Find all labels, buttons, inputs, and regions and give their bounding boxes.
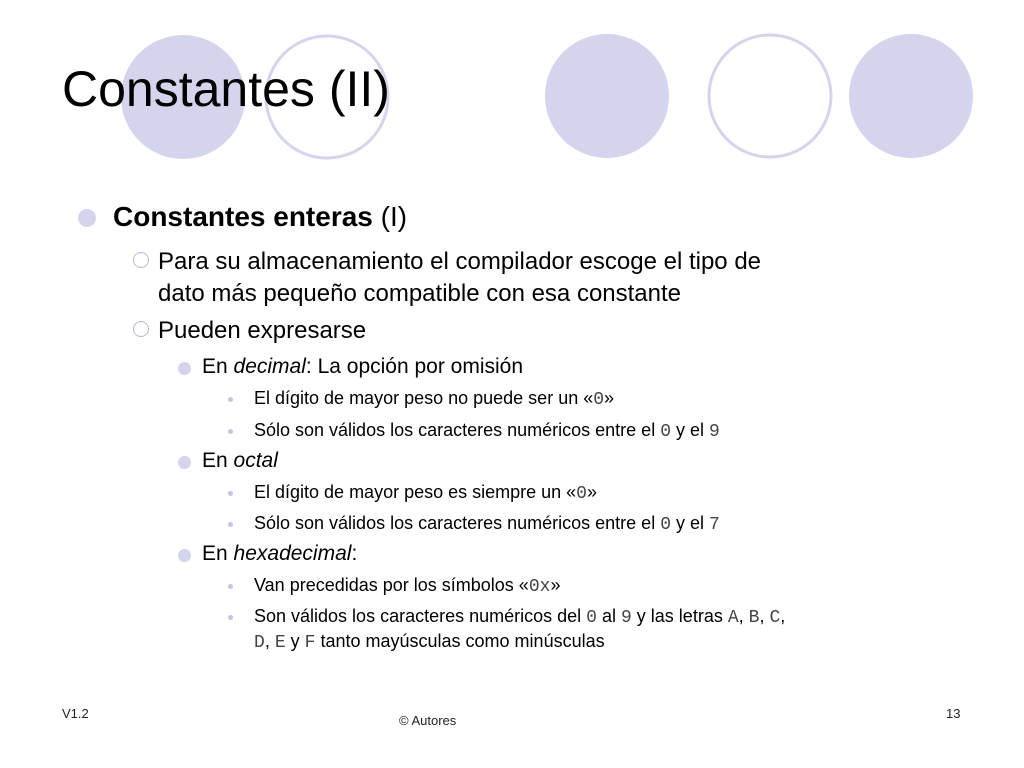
footer-copyright: © Autores — [399, 713, 457, 728]
bullet-dot-icon — [228, 491, 233, 496]
hexadecimal-rule-2-line-1: Son válidos los caracteres numéricos del 0 al 9 y las letras A, B, C, — [254, 606, 786, 628]
hexadecimal-rule-1: Van precedidas por los símbolos «0x» — [254, 575, 561, 597]
hexadecimal-item: En hexadecimal: — [202, 542, 358, 565]
bullet-dot-icon — [228, 397, 233, 402]
octal-item: En octal — [202, 449, 278, 472]
decor-circle-outline-2 — [709, 35, 831, 157]
decor-circle-filled-2 — [545, 34, 669, 158]
bullet-dot-icon — [228, 522, 233, 527]
footer-version: V1.2 — [62, 706, 89, 721]
octal-rule-2: Sólo son válidos los caracteres numéricos entre el 0 y el 7 — [254, 513, 720, 535]
storage-text-line-1: Para su almacenamiento el compilador escoge el tipo de — [158, 248, 762, 275]
bullet-dot-icon — [228, 429, 233, 434]
bullet-hollow-icon — [133, 252, 149, 268]
bullet-dot-icon — [228, 584, 233, 589]
decor-circle-filled-3 — [849, 34, 973, 158]
slide-title: Constantes (II) — [62, 61, 390, 117]
footer-page-number: 13 — [946, 706, 961, 721]
decimal-rule-2: Sólo son válidos los caracteres numéricos entre el 0 y el 9 — [254, 420, 720, 442]
bullet-filled-icon — [178, 549, 191, 562]
bullet-filled-icon — [178, 362, 191, 375]
bullet-dot-icon — [228, 615, 233, 620]
expressions-intro: Pueden expresarse — [158, 317, 367, 344]
bullet-filled-icon — [178, 456, 191, 469]
decimal-item: En decimal: La opción por omisión — [202, 355, 524, 378]
bullet-filled-icon — [78, 209, 96, 227]
heading-constantes-enteras: Constantes enteras (I) — [113, 201, 408, 232]
bullet-hollow-icon — [133, 321, 149, 337]
hexadecimal-rule-2-line-2: D, E y F tanto mayúsculas como minúsculas — [254, 631, 605, 653]
storage-text-line-2: dato más pequeño compatible con esa constante — [158, 280, 682, 307]
octal-rule-1: El dígito de mayor peso es siempre un «0» — [254, 482, 597, 504]
decimal-rule-1: El dígito de mayor peso no puede ser un «0» — [254, 388, 615, 410]
